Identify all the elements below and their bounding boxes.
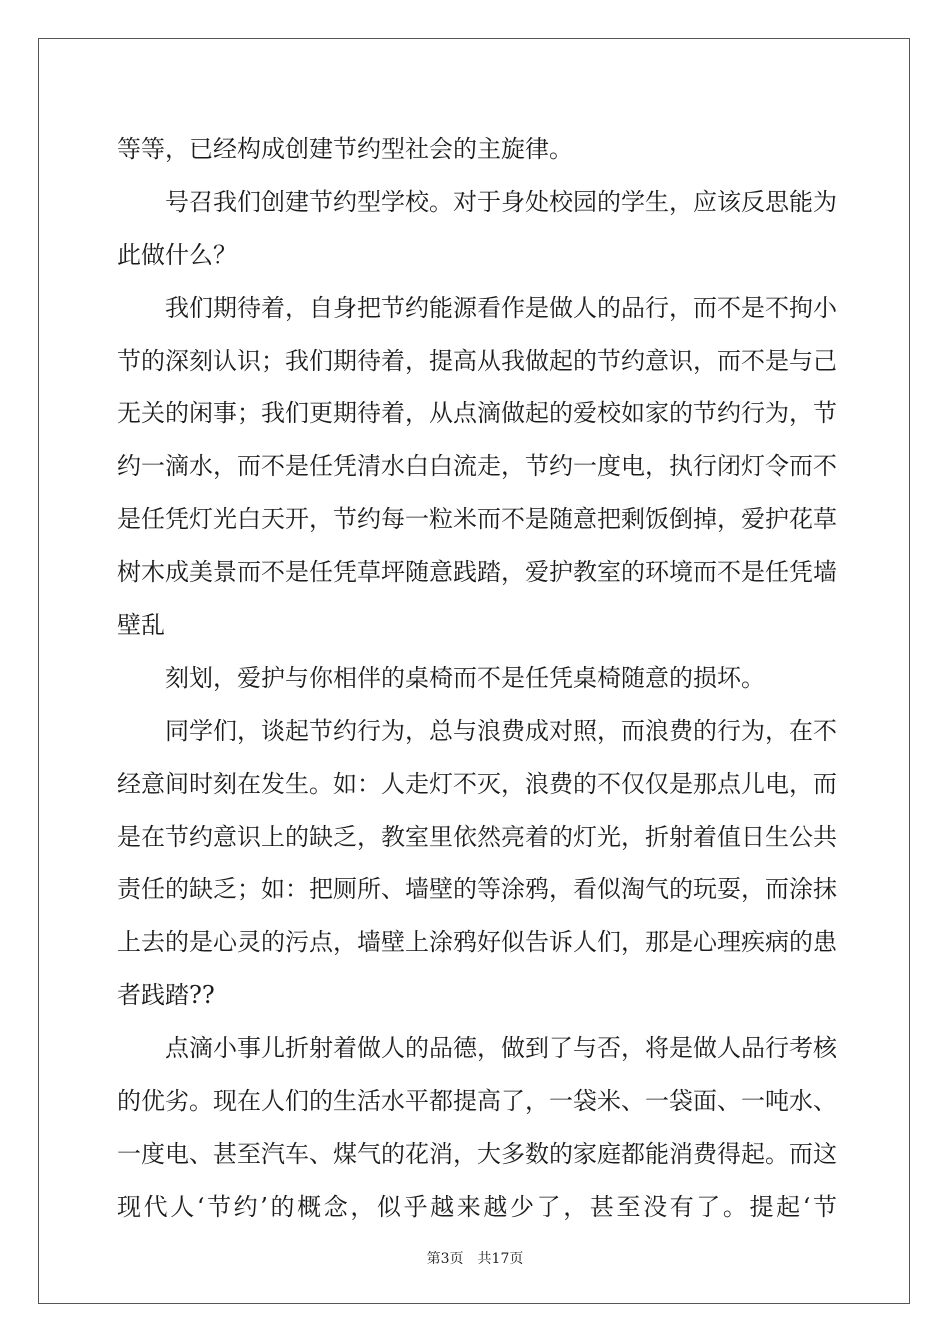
text-line: 壁乱 — [117, 611, 165, 640]
text-line: 现代人‘节约’的概念，似乎越来越少了，甚至没有了。提起‘节 — [117, 1192, 837, 1221]
text-line: 树木成美景而不是任凭草坪随意践踏，爱护教室的环境而不是任凭墙 — [117, 558, 837, 587]
text-line: 无关的闲事；我们更期待着，从点滴做起的爱校如家的节约行为，节 — [117, 399, 837, 428]
text-line: 经意间时刻在发生。如：人走灯不灭，浪费的不仅仅是那点儿电，而 — [117, 769, 837, 798]
text-line: 是任凭灯光白天开，节约每一粒米而不是随意把剩饭倒掉，爱护花草 — [117, 505, 837, 534]
text-line: 点滴小事儿折射着做人的品德，做到了与否，将是做人品行考核 — [165, 1034, 837, 1063]
page-footer — [0, 1248, 950, 1268]
document-body — [117, 123, 837, 1234]
text-line: 等等，已经构成创建节约型社会的主旋律。 — [117, 135, 573, 163]
text-line: 责任的缺乏；如：把厕所、墙壁的等涂鸦，看似淘气的玩耍，而涂抹 — [117, 875, 837, 904]
text-line: 同学们，谈起节约行为，总与浪费成对照，而浪费的行为，在不 — [165, 716, 837, 745]
text-line: 号召我们创建节约型学校。对于身处校园的学生，应该反思能为 — [165, 187, 837, 216]
text-line: 我们期待着，自身把节约能源看作是做人的品行，而不是不拘小 — [165, 293, 837, 322]
page-number: 第3页 — [426, 1251, 464, 1267]
page-total: 共17页 — [477, 1251, 524, 1267]
text-line: 节的深刻认识；我们期待着，提高从我做起的节约意识，而不是与己 — [117, 346, 837, 375]
text-line: 此做什么？ — [117, 240, 237, 269]
text-line: 一度电、甚至汽车、煤气的花消，大多数的家庭都能消费得起。而这 — [117, 1139, 837, 1168]
text-line: 的优劣。现在人们的生活水平都提高了，一袋米、一袋面、一吨水、 — [117, 1087, 837, 1116]
text-line: 上去的是心灵的污点，墙壁上涂鸦好似告诉人们，那是心理疾病的患 — [117, 928, 837, 957]
text-line: 者践踏?? — [117, 981, 215, 1010]
text-line: 是在节约意识上的缺乏，教室里依然亮着的灯光，折射着值日生公共 — [117, 822, 837, 851]
text-line: 约一滴水，而不是任凭清水白白流走，节约一度电，执行闭灯令而不 — [117, 452, 837, 481]
text-line: 刻划，爱护与你相伴的桌椅而不是任凭桌椅随意的损坏。 — [165, 663, 765, 692]
